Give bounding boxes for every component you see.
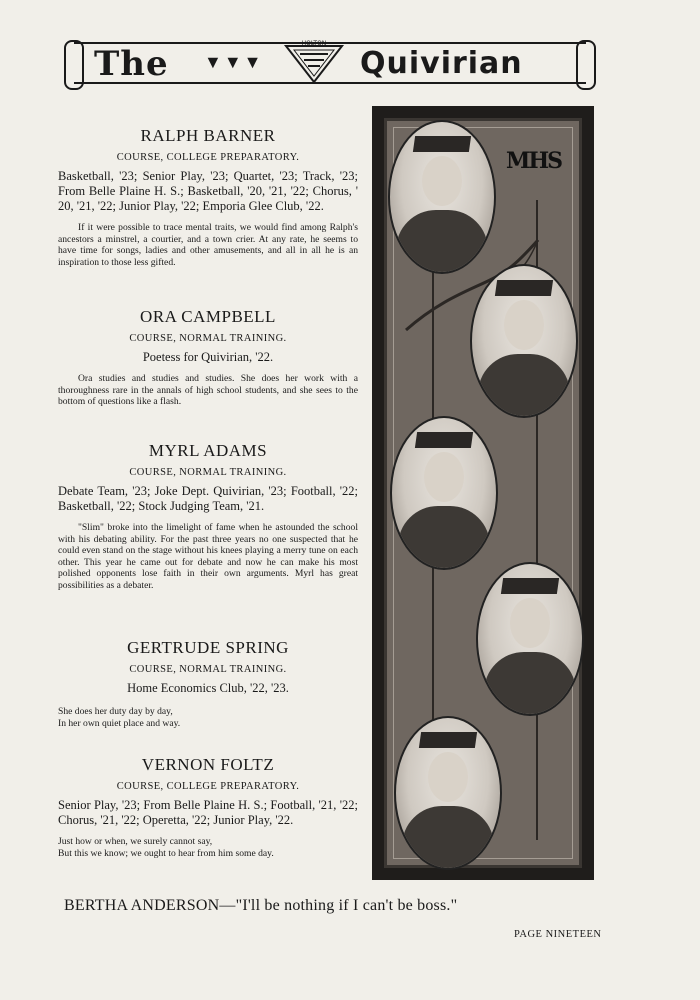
school-monogram: MHS <box>506 148 562 174</box>
student-entry <box>58 755 358 859</box>
emblem-text: HOLTON <box>301 40 327 47</box>
student-description <box>58 836 358 859</box>
student-description: "Slim" broke into the limelight of fame when he astounded the school with his debating ability. For the past three years no one suspected that he could even stand on the stage without his knees playing a merry tune on each other. This year he came out for debate and now he can make his most polished opponents lose faith in their own arguments. Myrl has great possibilities as a debater. <box>58 522 358 591</box>
student-activities: Home Economics Club, '22, '23. <box>127 681 289 695</box>
banner-title-left: The <box>94 44 169 84</box>
student-course: COURSE, COLLEGE PREPARATORY. <box>116 781 300 792</box>
student-portrait <box>390 416 498 570</box>
student-description: If it were possible to trace mental traits, we would find among Ralph's ancestors a minstrel, a courtier, and a town crier. At any rate, he seems to have time for songs, ladies and other amusements, and all in all he is an inspiration to those less gifted. <box>58 222 358 268</box>
student-course: COURSE, NORMAL TRAINING. <box>129 467 287 478</box>
student-description <box>58 706 358 729</box>
student-entry <box>58 441 358 592</box>
school-emblem <box>282 40 346 84</box>
verse-line: In her own quiet place and way. <box>58 717 181 729</box>
student-portrait <box>388 120 496 274</box>
verse-line: Just how or when, we surely cannot say, <box>58 836 213 847</box>
student-name: VERNON FOLTZ <box>141 755 275 774</box>
student-course: COURSE, NORMAL TRAINING. <box>129 664 287 675</box>
student-portrait <box>470 264 578 418</box>
footer-quote: BERTHA ANDERSON—"I'll be nothing if I can't be boss." <box>64 897 458 914</box>
student-entry <box>58 307 358 408</box>
banner-arrows: ▼▼▼ <box>204 52 264 72</box>
student-entry <box>58 638 358 729</box>
banner-title-right: Quivirian <box>360 46 523 81</box>
student-activities: Poetess for Quivirian, '22. <box>142 350 274 364</box>
banner-right-curl <box>576 40 596 90</box>
student-description: Ora studies and studies and studies. She does her work with a thoroughness rare in the annals of high school students, and she sees to the bottom of questions like a flash. <box>58 373 358 408</box>
student-portrait <box>476 562 584 716</box>
page-banner <box>64 38 596 88</box>
student-activities: Debate Team, '23; Joke Dept. Quivirian, '23; Football, '22; Basketball, '22; Stock Judging Team, '21. <box>58 484 358 513</box>
student-portrait <box>394 716 502 870</box>
student-name: GERTRUDE SPRING <box>127 638 289 657</box>
student-course: COURSE, COLLEGE PREPARATORY. <box>116 152 300 163</box>
verse-line: She does her duty day by day, <box>58 706 173 717</box>
student-activities: Senior Play, '23; From Belle Plaine H. S.; Football, '21, '22; Chorus, '21, '22; Operetta, '22; Junior Play, '22. <box>58 798 358 827</box>
student-name: RALPH BARNER <box>140 126 276 145</box>
page-number: PAGE NINETEEN <box>514 929 602 940</box>
student-entry <box>58 126 358 268</box>
student-activities: Basketball, '23; Senior Play, '23; Quartet, '23; Track, '23; From Belle Plaine H. S.; Basketball, '20, '21, '22; Chorus, ' 20, '21, '22; Junior Play, '22; Emporia Glee Club, '22. <box>58 169 358 213</box>
student-name: MYRL ADAMS <box>148 441 268 460</box>
verse-line: But this we know; we ought to hear from him some day. <box>58 847 274 859</box>
student-name: ORA CAMPBELL <box>140 307 276 326</box>
student-course: COURSE, NORMAL TRAINING. <box>129 333 287 344</box>
